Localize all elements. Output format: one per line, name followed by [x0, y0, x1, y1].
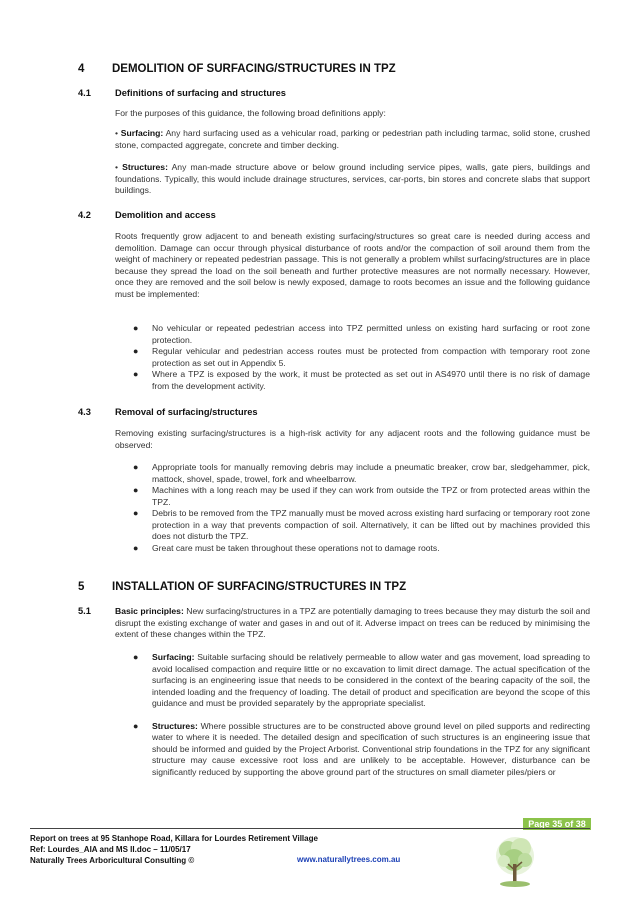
list-item-text: Appropriate tools for manually removing debris may include a pneumatic breaker, crow bar, sledgehammer, pick, mattock, shovel, spade, trowel, fork and wheelbarrow.: [152, 462, 590, 484]
section-title: INSTALLATION OF SURFACING/STRUCTURES IN TPZ: [112, 581, 407, 593]
page-number-badge: Page 35 of 38: [523, 818, 591, 830]
subsection-title: Removal of surfacing/structures: [115, 407, 258, 417]
subsection-title: Demolition and access: [115, 210, 216, 220]
bullet-icon: ●: [133, 720, 139, 731]
footer-company: Naturally Trees Arboricultural Consulting ©: [30, 856, 195, 865]
bullet-icon: ●: [133, 369, 139, 379]
definition-bullet: •: [115, 128, 119, 138]
section-number: 4: [78, 63, 85, 75]
section-title: DEMOLITION OF SURFACING/STRUCTURES IN TPZ: [112, 63, 396, 75]
list-item-text: Suitable surfacing should be relatively permeable to allow water and gas movement, load spreading to avoid localised compaction and require little or no excavation to limit direct damage. The actual specification of the surfacing is an engineering issue that needs to be considered in the context of the bearing capacity of the soil, the intended loading and the frequency of loading. The detail of product and specification are beyond the scope of this guidance and must be provided separately by the appropriate specialist.: [152, 652, 590, 708]
subsection-5-1: [78, 606, 590, 641]
demolition-paragraph: Roots frequently grow adjacent to and beneath existing surfacing/structures so great care is needed during access and demolition. Damage can occur through physical disturbance of roots and/or the compaction of soil around them from the weight of machinery or repeated pedestrian passage. This is not generally a problem whilst surfacing/structures are in place because they spread the load on the soil beneath and further protective measures are not normally necessary. However, once they are removed and the soil below is newly exposed, damage to roots becomes an issue and the following guidance must be implemented:: [115, 231, 590, 299]
bullet-label: Surfacing:: [152, 652, 195, 662]
structures-text: Any man-made structure above or below ground including service pipes, walls, gate piers, buildings and foundations. Typically, this would include drainage structures, services, car-ports, bin stores and concrete slabs that support buildings.: [115, 162, 590, 195]
list-item-text: Great care must be taken throughout these operations not to damage roots.: [152, 542, 440, 553]
bullet-icon: ●: [133, 323, 139, 333]
surfacing-label: Surfacing:: [120, 128, 164, 138]
basic-principles-text: New surfacing/structures in a TPZ are potentially damaging to trees because they may disturb the soil and disrupt the existing exchange of water and gases in and out of it. Adverse impact on trees can be reduced by minimising the extent of these changes within the TPZ.: [115, 606, 591, 639]
structures-definition: [115, 162, 590, 197]
bullet-icon: ●: [133, 542, 139, 553]
list-item-text: Where a TPZ is exposed by the work, it must be protected as set out in AS4970 until there is no risk of damage from the development activity.: [152, 369, 590, 391]
list-item-text: Where possible structures are to be constructed above ground level on piled supports and redirecting water to where it is needed. The detailed design and specification of such structures is an engineering issue that should be informed and guided by the Project Arborist. Conventional strip foundations in the TPZ for any significant structure may cause excessive root loss and are unlikely to be acceptable. However, disturbance can be significantly reduced by supporting the above ground part of the structures on small diameter piles/piers or: [152, 720, 591, 777]
bullet-icon: ●: [133, 508, 139, 518]
list-item-text: Debris to be removed from the TPZ manually must be moved across existing hard surfacing or temporary root zone protection in a way that prevents compaction of soil. Alternatively, it can be lifted out by machines provided this does not disturb the TPZ.: [152, 508, 590, 541]
demolition-bullet-list: [115, 323, 590, 392]
bullet-icon: ●: [133, 485, 139, 495]
bullet-icon: ●: [133, 462, 139, 472]
list-item-text: Regular vehicular and pedestrian access routes must be protected from compaction with temporary root zone protection as set out in Appendix 5.: [152, 346, 590, 368]
removal-paragraph: Removing existing surfacing/structures is a high-risk activity for any adjacent roots and the following guidance must be observed:: [115, 428, 590, 450]
surfacing-definition: [115, 128, 590, 151]
basic-principles-label: Basic principles:: [115, 606, 184, 616]
removal-bullet-list: [115, 462, 590, 554]
bullet-label: Structures:: [152, 720, 198, 731]
list-item: [115, 462, 590, 485]
subsection-number: 4.2: [78, 210, 91, 220]
list-item-text: No vehicular or repeated pedestrian access into TPZ permitted unless on existing hard surfacing or root zone protection.: [152, 323, 590, 345]
list-item: [115, 369, 590, 392]
list-item-text: Machines with a long reach may be used if they can work from outside the TPZ or from protected areas within the TPZ.: [152, 485, 590, 507]
list-item: [115, 508, 590, 543]
bullet-icon: ●: [133, 346, 139, 356]
subsection-title: Definitions of surfacing and structures: [115, 88, 286, 98]
footer-reference: Ref: Lourdes_AIA and MS II.doc – 11/05/17: [30, 845, 191, 854]
subsection-number: 5.1: [78, 606, 91, 616]
basic-principles-paragraph: [115, 606, 590, 641]
footer-website-link[interactable]: www.naturallytrees.com.au: [297, 855, 401, 864]
surfacing-text: Any hard surfacing used as a vehicular road, parking or pedestrian path including tarmac, solid stone, crushed stone, compacted aggregate, concrete and timber decking.: [115, 128, 591, 150]
tree-logo-icon: [490, 834, 540, 892]
definition-bullet: •: [115, 162, 119, 172]
installation-bullet-list: [115, 652, 590, 778]
footer-report-title: Report on trees at 95 Stanhope Road, Killara for Lourdes Retirement Village: [30, 834, 318, 843]
list-item: [115, 323, 590, 346]
list-item: [115, 652, 590, 710]
subsection-number: 4.1: [78, 88, 91, 98]
bullet-icon: ●: [133, 652, 139, 662]
list-item: [115, 721, 590, 779]
list-item: [115, 543, 590, 555]
footer-divider: [30, 828, 590, 829]
section-number: 5: [78, 581, 85, 593]
list-item: [115, 346, 590, 369]
definitions-intro: For the purposes of this guidance, the following broad definitions apply:: [115, 108, 386, 118]
structures-label: Structures:: [122, 162, 168, 172]
subsection-number: 4.3: [78, 407, 91, 417]
list-item: [115, 485, 590, 508]
